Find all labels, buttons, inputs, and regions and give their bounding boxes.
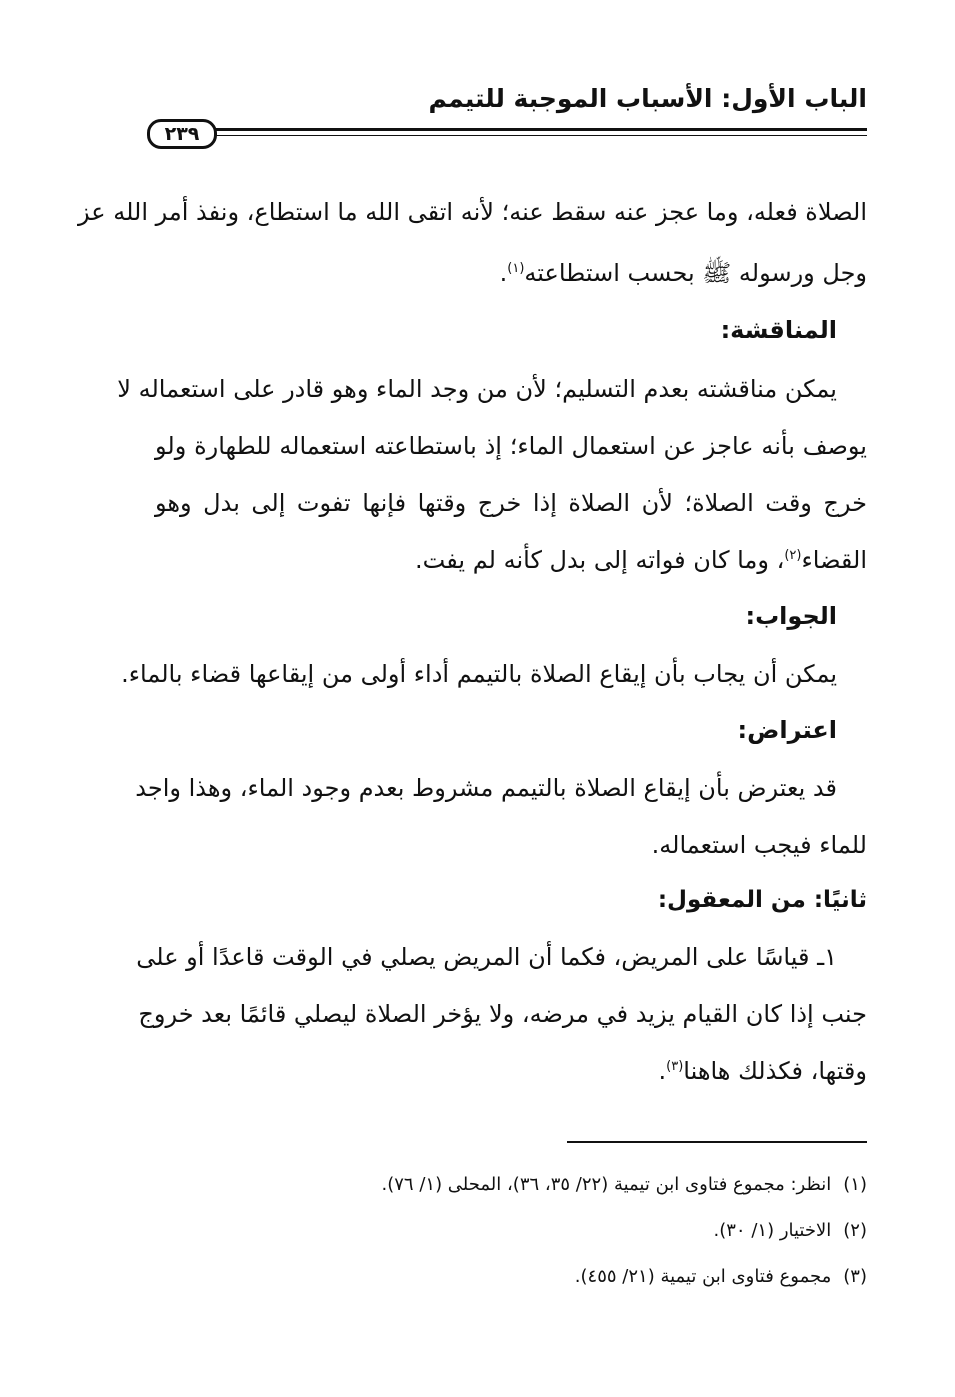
body-line <box>415 548 867 572</box>
section-heading: الجواب: <box>745 602 837 630</box>
section-heading: المناقشة: <box>720 316 837 344</box>
page-number: ٢٣٩ <box>147 119 217 149</box>
footnote-ref: (٢) <box>784 548 802 563</box>
body-line: خرج وقت الصلاة؛ لأن الصلاة إذا خرج وقتها فإنها تفوت إلى بدل وهو <box>155 489 867 517</box>
body-line: يمكن أن يجاب بأن إيقاع الصلاة بالتيمم أداء أولى من إيقاعها قضاء بالماء. <box>121 660 837 688</box>
body-line: للماء فيجب استعماله. <box>651 831 867 859</box>
body-line: جنب إذا كان القيام يزيد في مرضه، ولا يؤخر الصلاة ليصلي قائمًا بعد خروج <box>138 1000 867 1028</box>
footnote-text: الاختيار (١/ ٣٠). <box>713 1220 832 1241</box>
footnote-rule <box>567 1141 867 1143</box>
footnote-number: (٢) <box>843 1220 867 1241</box>
footnote <box>382 1174 868 1195</box>
footnote <box>575 1266 867 1287</box>
footnote-number: (١) <box>843 1174 867 1195</box>
body-line: يوصف بأنه عاجز عن استعمال الماء؛ إذ باستطاعته استعماله للطهارة ولو <box>155 432 867 460</box>
footnote-number: (٣) <box>843 1266 867 1287</box>
body-line: يمكن مناقشته بعدم التسليم؛ لأن من وجد الماء وهو قادر على استعماله لا <box>117 375 837 403</box>
body-text: وجل ورسوله ﷺ بحسب استطاعته <box>524 259 867 287</box>
body-text: القضاء <box>801 546 867 574</box>
body-line <box>500 261 867 285</box>
section-heading: ثانيًا: من المعقول: <box>657 887 867 913</box>
footnote-text: انظر: مجموع فتاوى ابن تيمية (٢٢/ ٣٥، ٣٦)، المحلى (١/ ٧٦). <box>381 1174 832 1195</box>
body-text: . <box>499 259 508 287</box>
body-text: . <box>658 1057 667 1085</box>
footnote-ref: (١) <box>507 261 525 276</box>
footnote-ref: (٣) <box>666 1059 684 1074</box>
header-rule <box>215 128 867 136</box>
footnote <box>714 1220 867 1241</box>
body-line <box>658 1059 867 1083</box>
footnote-text: مجموع فتاوى ابن تيمية (٢١/ ٤٥٥). <box>574 1266 832 1287</box>
section-heading: اعتراض: <box>737 716 837 744</box>
body-text: ، وما كان فواته إلى بدل كأنه لم يفت. <box>415 546 785 574</box>
body-line: قد يعترض بأن إيقاع الصلاة بالتيمم مشروط بعدم وجود الماء، وهذا واجد <box>135 774 837 802</box>
body-text: وقتها، فكذلك هاهنا <box>683 1057 867 1085</box>
body-line: الصلاة فعله، وما عجز عنه سقط عنه؛ لأنه اتقى الله ما استطاع، ونفذ أمر الله عز <box>78 198 867 226</box>
chapter-title: الباب الأول: الأسباب الموجبة للتيمم <box>428 84 867 113</box>
body-line: ١ـ قياسًا على المريض، فكما أن المريض يصلي في الوقت قاعدًا أو على <box>136 943 837 971</box>
